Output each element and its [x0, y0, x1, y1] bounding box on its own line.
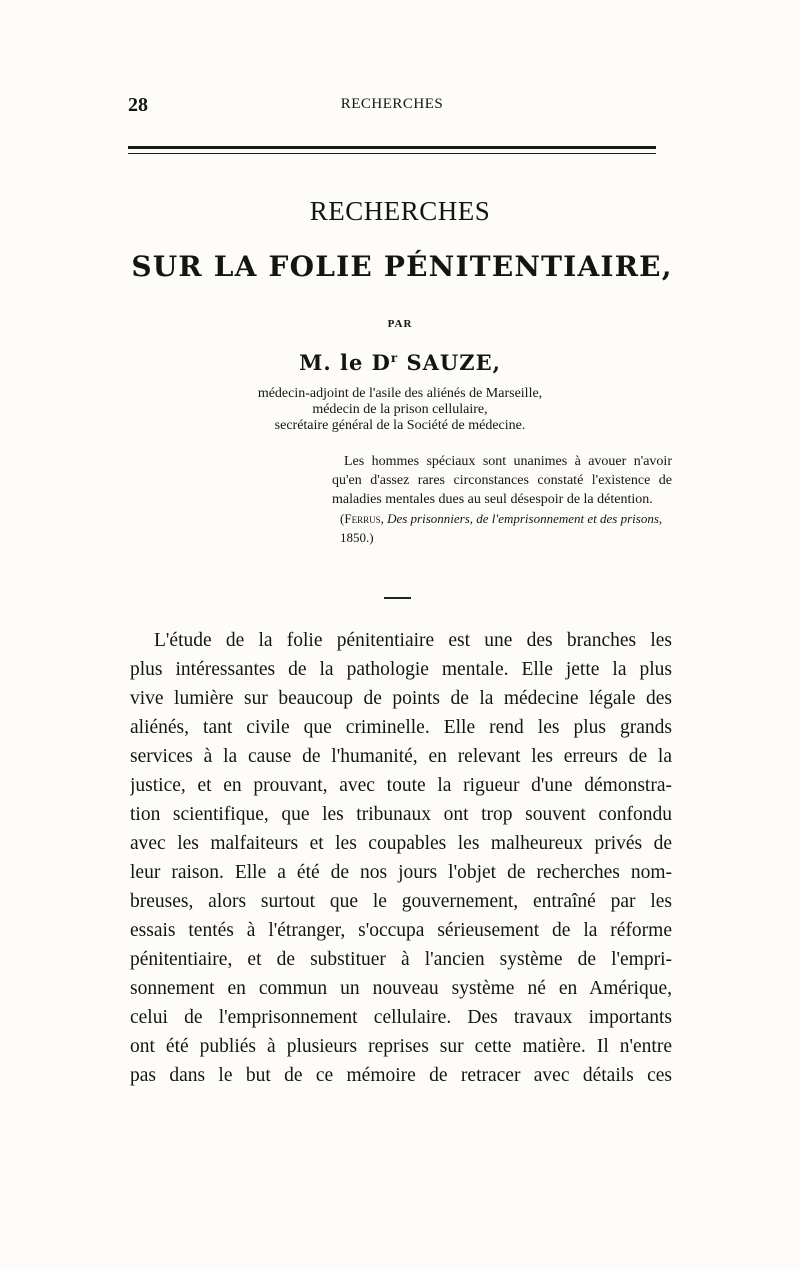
citation-year: , 1850.): [340, 511, 663, 545]
article-title-line-1: RECHERCHES: [309, 196, 491, 226]
affiliation-line: secrétaire général de la Société de médecine.: [274, 418, 526, 433]
body-line: pas dans le but de ce mémoire de retracer avec détails ces: [130, 1065, 672, 1086]
affiliation-line: médecin-adjoint de l'asile des aliénés de Marseille,: [257, 386, 543, 401]
citation-separator: ,: [380, 511, 388, 526]
citation-author: Ferrus: [344, 511, 381, 526]
body-line: tion scientifique, que les tribunaux ont trop souvent confondu: [130, 804, 672, 825]
running-title: RECHERCHES: [340, 96, 444, 112]
body-line: breuses, alors surtout que le gouvernement, entraîné par les: [130, 891, 672, 912]
body-line: vive lumière sur beaucoup de points de la médecine légale des: [130, 688, 672, 709]
author-surname: SAUZE,: [406, 350, 501, 375]
author-name: [0, 350, 800, 375]
page-number: 28: [128, 94, 148, 116]
body-line: leur raison. Elle a été de nos jours l'objet de recherches nom-: [130, 862, 672, 883]
body-line: ont été publiés à plusieurs reprises sur cette matière. Il n'entre: [130, 1036, 672, 1057]
header-rule-thick: [128, 146, 656, 149]
article-title-line-2: SUR LA FOLIE PÉNITENTIAIRE,: [131, 250, 673, 283]
epigraph-text: Les hommes spéciaux sont unanimes à avouer n'avoir qu'en d'assez rares circonstances constaté l'existence de maladies mentales dues au seul désespoir de la détention.: [332, 454, 672, 507]
citation-open: (: [340, 511, 345, 526]
body-line: aliénés, tant civile que criminelle. Elle rend les plus grands: [130, 717, 672, 738]
body-line: essais tentés à l'étranger, s'occupa sérieusement de la réforme: [130, 920, 672, 941]
body-line: celui de l'emprisonnement cellulaire. Des travaux importants: [130, 1007, 672, 1028]
body-line: plus intéressantes de la pathologie mentale. Elle jette la plus: [130, 659, 672, 680]
body-line: avec les malfaiteurs et les coupables les malheureux privés de: [130, 833, 672, 854]
header-rule-thin: [128, 153, 656, 154]
author-title-sup: r: [390, 351, 399, 365]
body-line: L'étude de la folie pénitentiaire est une des branches les: [154, 630, 672, 651]
epigraph-citation: [332, 509, 672, 547]
running-head: [128, 94, 656, 122]
author-prefix: M. le D: [299, 350, 391, 375]
byline-par: PAR: [387, 318, 413, 330]
body-line: justice, et en prouvant, avec toute la rigueur d'une démonstra-: [130, 775, 672, 796]
epigraph: [332, 452, 672, 547]
citation-title: Des prisonniers, de l'emprisonnement et des prisons: [387, 511, 659, 526]
body-line: services à la cause de l'humanité, en relevant les erreurs de la: [130, 746, 672, 767]
body-line: pénitentiaire, et de substituer à l'ancien système de l'empri-: [130, 949, 672, 970]
body-line: sonnement en commun un nouveau système né en Amérique,: [130, 978, 672, 999]
section-separator: [384, 597, 411, 599]
affiliation-line: médecin de la prison cellulaire,: [312, 402, 488, 417]
